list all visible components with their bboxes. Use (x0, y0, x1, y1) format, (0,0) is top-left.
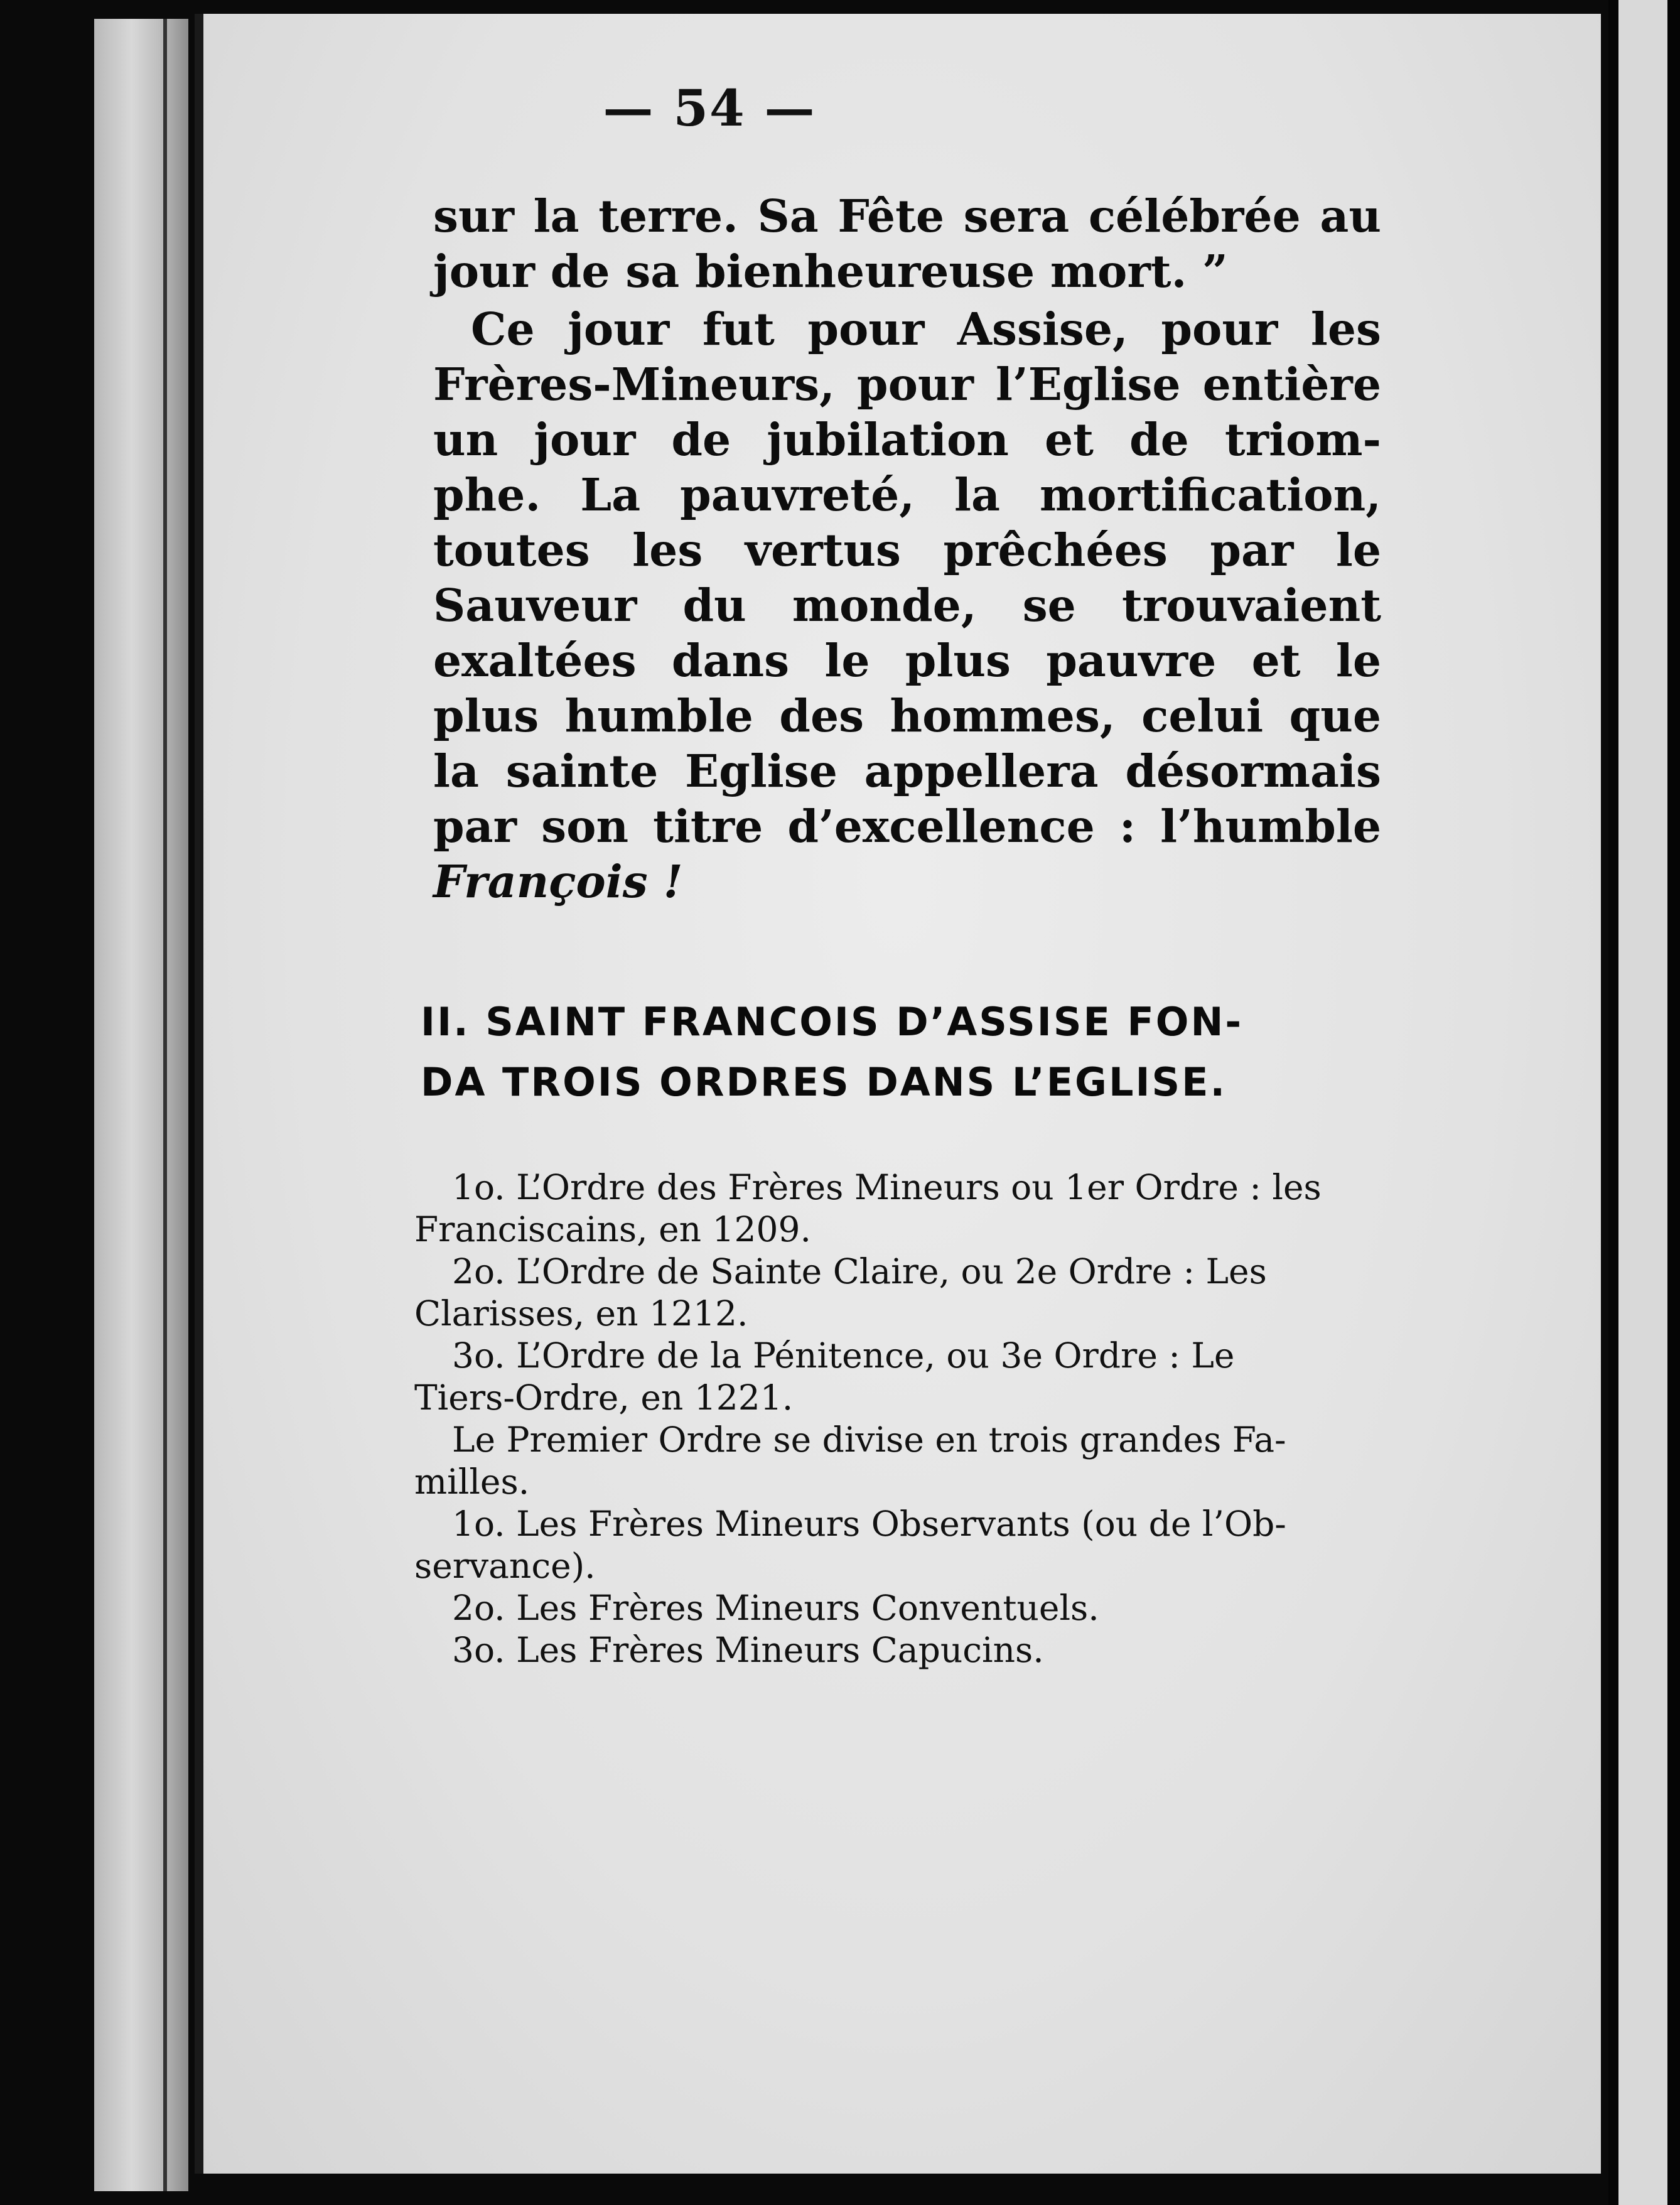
list-item: Clarisses, en 1212. (414, 1293, 748, 1334)
list-item: 2o. Les Frères Mineurs Conventuels. (452, 1588, 1099, 1628)
text-line: la sainte Eglise appellera désormais (433, 745, 1381, 797)
list-item: Tiers-Ordre, en 1221. (414, 1377, 794, 1418)
text-line: Frères-Mineurs, pour l’Eglise entière (433, 358, 1381, 411)
book-page-edges (94, 19, 188, 2191)
text-line: exaltées dans le plus pauvre et le (433, 634, 1381, 687)
text-line: François ! (433, 855, 683, 908)
list-item: 1o. L’Ordre des Frères Mineurs ou 1er Ordre : les (452, 1167, 1322, 1207)
orders-list (414, 1167, 1356, 1671)
facing-page-edge (1608, 0, 1680, 2205)
list-item: milles. (414, 1462, 530, 1502)
list-item: servance). (414, 1546, 596, 1586)
paragraph-1 (433, 188, 1381, 299)
text-line: un jour de jubilation et de triom- (433, 413, 1381, 466)
text-line: par son titre d’excellence : l’humble (433, 800, 1381, 853)
list-item: 2o. L’Ordre de Sainte Claire, ou 2e Ordre : Les (452, 1251, 1267, 1291)
heading-line: DA TROIS ORDRES DANS L’EGLISE. (421, 1059, 1227, 1105)
text-line: toutes les vertus prêchées par le (433, 524, 1381, 576)
section-heading (421, 992, 1375, 1113)
page-number: — 54 — (603, 78, 816, 137)
paragraph-2 (433, 301, 1381, 909)
list-item: Le Premier Ordre se divise en trois grandes Fa- (452, 1420, 1286, 1460)
list-item: 3o. Les Frères Mineurs Capucins. (452, 1630, 1044, 1670)
text-line: jour de sa bienheureuse mort. ” (433, 245, 1228, 298)
text-line: Ce jour fut pour Assise, pour les (471, 303, 1381, 355)
text-line: Sauveur du monde, se trouvaient (433, 579, 1381, 632)
text-line: phe. La pauvreté, la mortification, (433, 468, 1381, 521)
list-item: 3o. L’Ordre de la Pénitence, ou 3e Ordre : Le (452, 1335, 1235, 1376)
text-line: sur la terre. Sa Fête sera célébrée au (433, 190, 1381, 242)
heading-line: II. SAINT FRANCOIS D’ASSISE FON- (421, 999, 1244, 1045)
list-item: 1o. Les Frères Mineurs Observants (ou de l’Ob- (452, 1504, 1286, 1544)
list-item: Franciscains, en 1209. (414, 1209, 811, 1249)
text-line: plus humble des hommes, celui que (433, 689, 1381, 742)
